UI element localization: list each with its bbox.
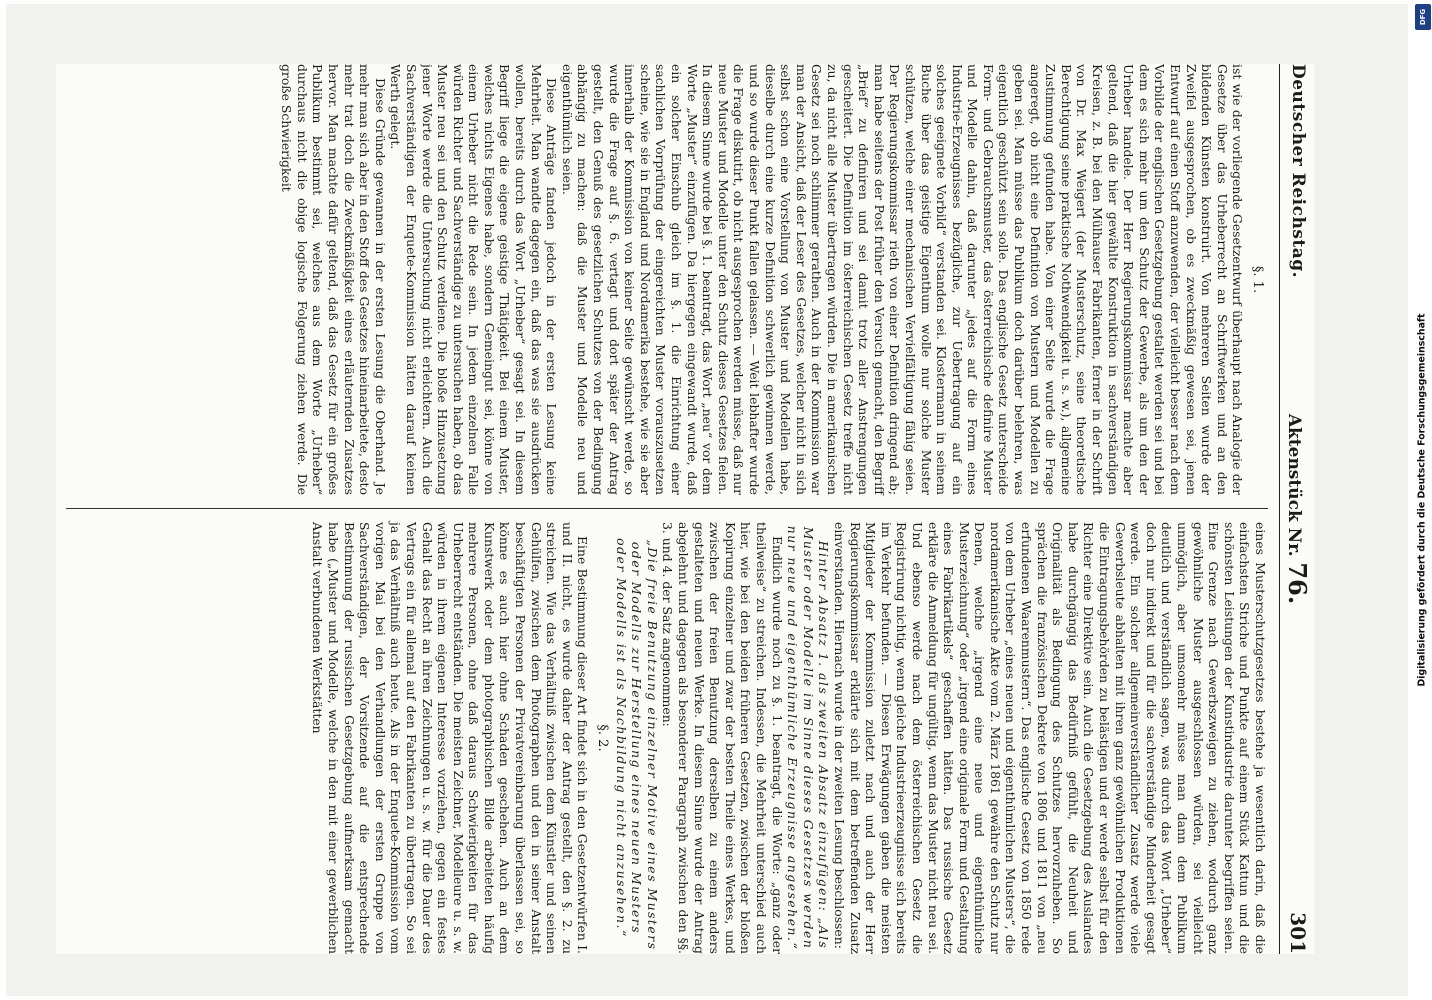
page-header xyxy=(1279,64,1314,954)
header-prefix: Aktenstück Nr. xyxy=(1284,413,1304,557)
rotated-page xyxy=(56,64,1314,954)
left-column xyxy=(66,64,1268,509)
paragraph: Eine Bestimmung dieser Art findet sich in den Gesetzentwürfen I. und II. nicht, es wurde daher der Antrag gestellt, den §. 2. zu streichen. Wie das Verhältniß zwischen dem Künstler und seinen Gehülfen, zwischen dem Photographen und den in seiner Anstalt beschäftigten Personen der Privatvereinbarung überlassen sei, so könne es auch hier ohne Schaden geschehen. Auch an dem Kunstwerk oder dem photographischen Bilde arbeiteten häufig mehrere Personen, ohne daß daraus Schwierigkeiten für das Urheberrecht entständen. Die meisten Zeichner, Modelleure u. s. w. würden in ihrem eigenen Interesse vorziehen, gegen ein festes Gehalt das Recht an ihren Zeichnungen u. s. w. für die Dauer des Vertrags ein für allemal auf den Fabrikanten zu übertragen. So sei ja das Verhältniß auch heute. Als in der Enquete-Kommission vom vorigen Mai bei den Verhandlungen der ersten Gruppe von Sachverständigen, der Vorsitzende auf die entsprechende Bestimmung der russischen Gesetzgebung aufmerksam gemacht habe („Muster und Modelle, welche in den mit einer gewerblichen Anstalt verbundenen Werkstätten xyxy=(310,522,591,954)
text-columns xyxy=(66,64,1268,954)
quoted-amendment: „Die freie Benutzung einzelner Motive eines Musters oder Modells zur Herstellung eines neuen Musters oder Modells ist als Nachbildung nicht anzusehen.“ xyxy=(613,538,660,951)
right-column xyxy=(66,509,1268,954)
quoted-amendment: Hinter Absatz 1. als zweiten Absatz einzufügen: „Als Muster oder Modelle im Sinne dieses Gesetzes werden nur neue und eigenthümliche Erzeugnisse angesehen.“ xyxy=(785,525,832,951)
header-document-number xyxy=(1283,64,1312,954)
paragraph: Diese Gründe gewannen in der ersten Lesung die Oberhand. Je mehr man sich aber in den Stoff des Gesetzes hineinarbeitete, desto mehr trat doch die Zweckmäßigkeit eines erläuternden Zusatzes hervor. Man machte dafür geltend, daß das Gesetz für ein großes Publikum bestimmt sei, welches aus dem Worte „Urheber“ durchaus nicht die obige logische Folgerung ziehen werde. Die große Schwierigkeit xyxy=(279,64,388,495)
paragraph: Diese Anträge fanden jedoch in der ersten Lesung keine Mehrheit. Man wandte dagegen ein, daß das was sie ausdrücken wollen, bereits durch das Wort „Urheber“ gesagt sei. In diesem Begriff liege die eigene geistige Thätigkeit. Bei einem Muster, welches nichts Eigenes habe, sondern Gemeingut sei, könne von einem Urheber nicht die Rede sein. In jedem einzelnen Falle würden Richter und Sachverständige zu untersuchen haben, ob das Muster neu sei und den Schutz verdiene. Die bloße Hinzusetzung jener Worte werde die Untersuchung nicht erleichtern. Auch die Sachverständigen der Enquete-Kommission hätten darauf keinen Werth gelegt. xyxy=(388,64,560,495)
paragraph: Endlich wurde noch zu §. 1. beantragt, die Worte: „ganz oder theilweise“ zu streichen. Indessen, die Mehrheit unterschied auch hier, wie bei den beiden früheren Gesetzen, zwischen der bloßen Kopirung einzelner und zwar der besten Theile eines Werkes, und zwischen der freien Benutzung derselben zu einem anders gestalteten und neuen Werke. In diesem Sinne wurde der Antrag abgelehnt und dagegen als besonderer Paragraph zwischen den §§. 3. und 4. der Satz angenommen: xyxy=(660,522,785,954)
paragraph: ist wie der vorliegende Gesetzentwurf überhaupt nach Analogie der Gesetze über das Urheberrecht an Schriftwerken und an den bildenden Künsten konstruirt. Von mehreren Seiten wurde der Zweifel ausgesprochen, ob es zweckmäßig gewesen sei, jenen Entwurf auf einen Stoff anzuwenden, der vielleicht besser nach dem Vorbilde der englischen Gesetzgebung gestaltet werden sei und bei dem es sich mehr um den Schutz der Gewerbe, als um den der Urheber handele. Der Herr Regierungskommissar machte aber geltend, daß die hier gewählte Konstruktion in sachverständigen Kreisen, z. B. bei den Mülhauser Fabrikanten, ferner in der Schrift von Dr. Max Weigert (der Musterschutz, seine theoretische Berechtigung seine praktische Nothwendigkeit u. s. w.), allgemeine Zustimmung gefunden habe. Von einer Seite wurde die Frage angeregt, ob nicht eine Definition von Mustern und Modellen zu geben sei. Man müsse das Publikum doch darüber belehren, was eigentlich geschützt sein solle. Das englische Gesetz unterscheide Form- und Gebrauchsmuster, das österreichische definire Muster und Modelle dahin, daß darunter „jedes auf die Form eines Industrie-Erzeugnisses bezügliche, zur Uebertragung auf ein solches geeignete Vorbild“ verstanden sei. Klostermann in seinem Buche über das geistige Eigenthum wolle nur solche Muster schützen, welche einer mechanischen Vervielfältigung fähig seien. Der Regierungskommissar rieth von einer Definition dringend ab; man habe seitens der Post früher den Versuch gemacht, den Begriff „Brief“ zu definiren und sei damit trotz aller Anstrengungen gescheitert. Die Definition im österreichischen Gesetz treffe nicht zu, da nicht alle Muster übertragen würden. Die in amerikanischen Gesetz sei noch schlimmer gerathen. Auch in der Kommission war man der Ansicht, daß der Leser des Gesetzes, welcher nicht in sich selbst schon eine Vorstellung von Muster und Modellen habe, dieselbe durch eine kurze Definition schwerlich gewinnen werde, und so wurde dieser Punkt fallen gelassen. — Weit lebhafter wurde die Frage diskutirt, ob nicht ausgesprochen werden müsse, daß nur neue Muster und Modelle unter den Schutz dieses Gesetzes fielen. In diesem Sinne wurde bei §. 1. beantragt, das Wort „neu“ vor dem Worte „Muster“ einzufügen. Da hiergegen eingewandt wurde, daß ein solcher Einschub gleich im §. 1. die Einrichtung einer sachlichen Vorprüfung der eingereichten Muster vorauszusetzen scheine, wie sie in England und Nordamerika bestehe, wie sie aber innerhalb der Kommission von keiner Seite gewünscht werde, so wurde die Frage auf §. 6. vertagt und dort später der Antrag gestellt, den Genuß des gesetzlichen Schutzes von der Bedingung abhängig zu machen: daß die Muster und Modelle neu und eigenthümlich seien. xyxy=(559,64,1246,495)
section-heading-2: §. 2. xyxy=(595,724,611,752)
page-number: 301 xyxy=(1286,912,1310,954)
dfg-logo-text: DFG xyxy=(1419,8,1427,26)
header-number: 76. xyxy=(1283,562,1312,605)
header-publication: Deutscher Reichstag. xyxy=(1288,64,1308,279)
scan-background xyxy=(6,4,1408,996)
paragraph: eines Musterschutzgesetzes bestehe ja wesentlich darin, daß die einfachsten Striche und Punkte auf einem Stück Kattun und die schönsten Leistungen der Kunstindustrie darunter begriffen seien. Eine Grenze nach Gewerbszweigen zu ziehen, wodurch ganz gewöhnliche Muster ausgeschlossen würden, sei vielleicht unmöglich, aber umsomehr müsse man dann dem Publikum deutlich und verständlich sagen, was durch das Wort „Urheber“ doch nur indirekt und für die sachverständige Minderheit gesagt werde. Ein solcher allgemeinverständlicher Zusatz werde viele Gewerbsleute abhalten mit ihren ganz gewöhnlichen Produktionen die Eintragungsbehörden zu belästigen und er werde selbst für den Richter eine Direktive sein. Auch die Gesetzgebung des Auslandes habe durchgängig das Bedürfniß gefühlt, die Neuheit und Originalität als Bedingung des Schutzes hervorzuheben. So sprächen die französischen Dekrete von 1806 und 1811 von „neu erfundenen Waarenmustern“. Das englische Gesetz von 1850 rede von dem Urheber „eines neuen und eigenthümlichen Musters“, die nordamerikanische Akte vom 2. März 1861 gewähre den Schutz nur Denen, welche „irgend eine neue und eigenthümliche Musterzeichnung“ oder „irgend eine originale Form und Gestaltung eines Fabrikartikels“ geschaffen hätten. Das russische Gesetz erkläre die Anmeldung für ungültig, wenn das Muster nicht neu sei. Und ebenso werde nach dem österreichischen Gesetz die Registrirung nichtig, wenn gleiche Industrieerzeugnisse sich bereits im Verkehr befunden. — Diesen Erwägungen gaben die meisten Mitglieder der Kommission zuletzt nach und auch der Herr Regierungskommissar erklärte sich mit dem betreffenden Zusatz einverstanden. Hiernach wurde in der zweiten Lesung beschlossen: xyxy=(831,522,1268,954)
digitization-credit xyxy=(1414,10,1430,990)
credit-text: Digitalisierung gefördert durch die Deutsche Forschungsgemeinschaft xyxy=(1416,313,1428,687)
page-sheet xyxy=(56,64,1314,954)
section-heading-1: §. 1. xyxy=(1250,265,1265,294)
